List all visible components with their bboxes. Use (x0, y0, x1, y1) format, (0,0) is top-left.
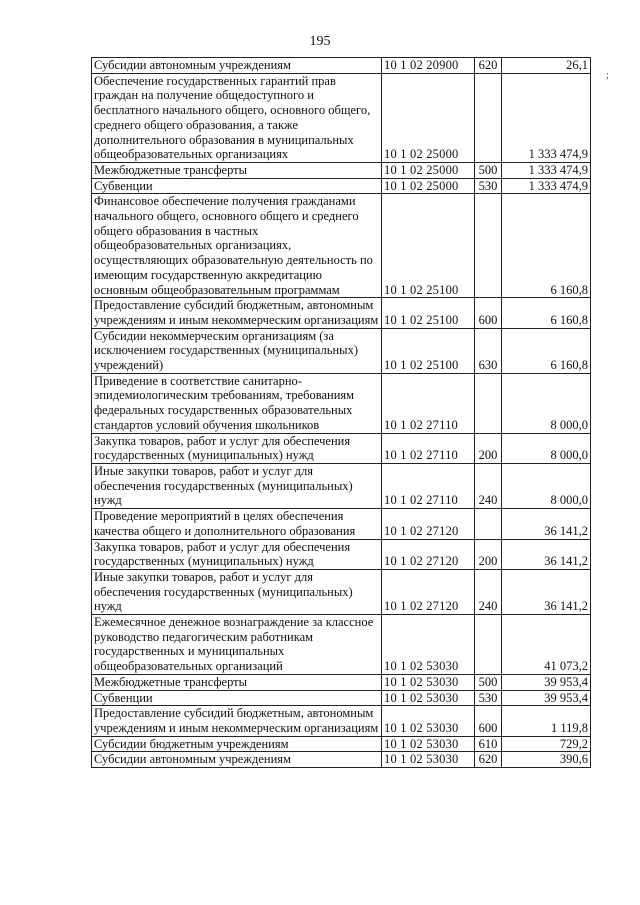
expense-type-cell: 530 (475, 178, 502, 194)
target-article-code-cell: 10 1 02 27120 (382, 539, 475, 569)
margin-mark: ; (606, 70, 609, 81)
expense-type-cell: 620 (475, 752, 502, 768)
amount-cell: 8 000,0 (502, 373, 591, 433)
budget-table (91, 57, 591, 768)
table-row (92, 298, 591, 328)
expense-name-cell: Приведение в соответствие санитарно-эпидемиологическим требованиям, требованиям федеральных государственных образовательных стандартов условий обучения школьников (92, 373, 382, 433)
target-article-code-cell: 10 1 02 25000 (382, 73, 475, 162)
expense-type-cell (475, 509, 502, 539)
target-article-code-cell: 10 1 02 25000 (382, 162, 475, 178)
target-article-code-cell: 10 1 02 53030 (382, 752, 475, 768)
expense-type-cell: 500 (475, 162, 502, 178)
target-article-code-cell: 10 1 02 25100 (382, 328, 475, 373)
amount-cell: 6 160,8 (502, 194, 591, 298)
amount-cell: 1 333 474,9 (502, 178, 591, 194)
target-article-code-cell: 10 1 02 25100 (382, 298, 475, 328)
expense-name-cell: Ежемесячное денежное вознаграждение за классное руководство педагогическим работникам государственных и муниципальных общеобразовательных организаций (92, 615, 382, 675)
expense-name-cell: Иные закупки товаров, работ и услуг для обеспечения государственных (муниципальных) нужд (92, 463, 382, 508)
table-row (92, 194, 591, 298)
expense-type-cell (475, 73, 502, 162)
amount-cell: 6 160,8 (502, 298, 591, 328)
expense-type-cell: 530 (475, 690, 502, 706)
amount-cell: 36 141,2 (502, 509, 591, 539)
expense-type-cell: 630 (475, 328, 502, 373)
amount-cell: 39 953,4 (502, 674, 591, 690)
target-article-code-cell: 10 1 02 27110 (382, 463, 475, 508)
table-row (92, 373, 591, 433)
expense-type-cell: 600 (475, 706, 502, 736)
target-article-code-cell: 10 1 02 27120 (382, 509, 475, 539)
table-row (92, 162, 591, 178)
expense-type-cell: 240 (475, 463, 502, 508)
expense-name-cell: Закупка товаров, работ и услуг для обеспечения государственных (муниципальных) нужд (92, 433, 382, 463)
expense-name-cell: Субсидии автономным учреждениям (92, 752, 382, 768)
expense-name-cell: Обеспечение государственных гарантий прав граждан на получение общедоступного и бесплатного начального общего, основного общего, среднего общего образования, а также дополнительного образования в муниципальных общеобразовательных организациях (92, 73, 382, 162)
budget-table-body (92, 58, 591, 768)
expense-type-cell: 610 (475, 736, 502, 752)
expense-type-cell (475, 615, 502, 675)
target-article-code-cell: 10 1 02 53030 (382, 615, 475, 675)
expense-name-cell: Иные закупки товаров, работ и услуг для обеспечения государственных (муниципальных) нужд (92, 569, 382, 614)
amount-cell: 390,6 (502, 752, 591, 768)
table-row (92, 509, 591, 539)
amount-cell: 8 000,0 (502, 433, 591, 463)
table-row (92, 674, 591, 690)
expense-name-cell: Субвенции (92, 690, 382, 706)
amount-cell: 8 000,0 (502, 463, 591, 508)
amount-cell: 1 119,8 (502, 706, 591, 736)
expense-name-cell: Межбюджетные трансферты (92, 674, 382, 690)
expense-type-cell (475, 373, 502, 433)
expense-type-cell: 240 (475, 569, 502, 614)
expense-name-cell: Проведение мероприятий в целях обеспечения качества общего и дополнительного образования (92, 509, 382, 539)
target-article-code-cell: 10 1 02 27110 (382, 433, 475, 463)
expense-type-cell (475, 194, 502, 298)
expense-name-cell: Закупка товаров, работ и услуг для обеспечения государственных (муниципальных) нужд (92, 539, 382, 569)
amount-cell: 36 141,2 (502, 569, 591, 614)
target-article-code-cell: 10 1 02 27110 (382, 373, 475, 433)
target-article-code-cell: 10 1 02 53030 (382, 706, 475, 736)
table-row (92, 690, 591, 706)
table-row (92, 736, 591, 752)
amount-cell: 729,2 (502, 736, 591, 752)
target-article-code-cell: 10 1 02 27120 (382, 569, 475, 614)
expense-type-cell: 600 (475, 298, 502, 328)
amount-cell: 41 073,2 (502, 615, 591, 675)
table-row (92, 463, 591, 508)
target-article-code-cell: 10 1 02 25100 (382, 194, 475, 298)
expense-name-cell: Финансовое обеспечение получения гражданами начального общего, основного общего и среднего общего образования в частных общеобразовательных организациях, осуществляющих образовательную деятельность по имеющим государственную аккредитацию основным общеобразовательным программам (92, 194, 382, 298)
target-article-code-cell: 10 1 02 53030 (382, 674, 475, 690)
amount-cell: 1 333 474,9 (502, 73, 591, 162)
table-row (92, 569, 591, 614)
amount-cell: 36 141,2 (502, 539, 591, 569)
table-row (92, 328, 591, 373)
expense-name-cell: Субсидии бюджетным учреждениям (92, 736, 382, 752)
amount-cell: 26,1 (502, 58, 591, 74)
page-number: 195 (309, 34, 331, 49)
table-row (92, 58, 591, 74)
expense-name-cell: Субвенции (92, 178, 382, 194)
target-article-code-cell: 10 1 02 53030 (382, 690, 475, 706)
table-row (92, 73, 591, 162)
expense-name-cell: Предоставление субсидий бюджетным, автономным учреждениям и иным некоммерческим организациям (92, 298, 382, 328)
expense-name-cell: Предоставление субсидий бюджетным, автономным учреждениям и иным некоммерческим организациям (92, 706, 382, 736)
amount-cell: 39 953,4 (502, 690, 591, 706)
expense-name-cell: Межбюджетные трансферты (92, 162, 382, 178)
table-row (92, 433, 591, 463)
expense-type-cell: 620 (475, 58, 502, 74)
target-article-code-cell: 10 1 02 20900 (382, 58, 475, 74)
target-article-code-cell: 10 1 02 25000 (382, 178, 475, 194)
target-article-code-cell: 10 1 02 53030 (382, 736, 475, 752)
amount-cell: 6 160,8 (502, 328, 591, 373)
expense-type-cell: 200 (475, 433, 502, 463)
expense-name-cell: Субсидии некоммерческим организациям (за исключением государственных (муниципальных) учреждений) (92, 328, 382, 373)
table-row (92, 539, 591, 569)
table-row (92, 615, 591, 675)
table-row (92, 752, 591, 768)
expense-type-cell: 200 (475, 539, 502, 569)
amount-cell: 1 333 474,9 (502, 162, 591, 178)
expense-name-cell: Субсидии автономным учреждениям (92, 58, 382, 74)
expense-type-cell: 500 (475, 674, 502, 690)
table-row (92, 178, 591, 194)
table-row (92, 706, 591, 736)
